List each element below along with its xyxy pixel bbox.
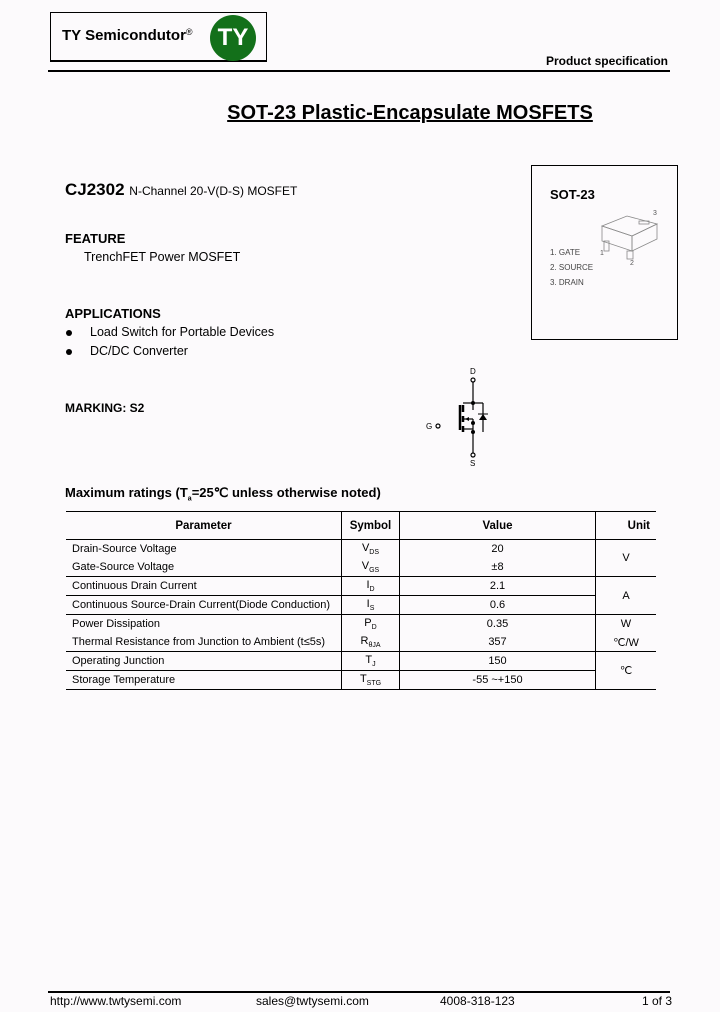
sym-sub: GS — [369, 567, 380, 575]
sym: T — [365, 653, 373, 666]
document-title: SOT-23 Plastic-Encapsulate MOSFETS — [227, 102, 593, 124]
unit: V — [596, 540, 657, 577]
column-header: Value — [400, 512, 596, 540]
sym-sub: DS — [369, 549, 380, 557]
column-header: Symbol — [342, 512, 400, 540]
table-row — [66, 577, 656, 596]
symbol — [342, 596, 400, 615]
column-header: Unit — [596, 512, 657, 540]
symbol — [342, 633, 400, 652]
registered-mark: ® — [185, 27, 193, 37]
footer-divider — [48, 991, 670, 993]
symbol — [342, 577, 400, 596]
page-number: 1 of 3 — [641, 994, 672, 1008]
param: Drain-Source Voltage — [72, 543, 177, 555]
part-heading — [65, 180, 297, 200]
table-row — [66, 652, 656, 671]
param: Gate-Source Voltage — [66, 558, 342, 577]
value: -55 ~+150 — [400, 671, 596, 690]
value: ±8 — [400, 558, 596, 577]
table-row — [66, 671, 656, 690]
footer-phone: 4008-318-123 — [440, 994, 515, 1008]
sym-sub: D — [369, 586, 375, 594]
value: 0.35 — [400, 615, 596, 634]
pin-number: 3 — [653, 210, 657, 217]
param: Continuous Drain Current — [66, 577, 342, 596]
sym-sub: D — [371, 624, 377, 632]
sym-sub: J — [372, 661, 376, 669]
footer-url[interactable]: http://www.twtysemi.com — [50, 994, 182, 1008]
product-specification: Product specification — [545, 54, 668, 68]
table-row — [66, 633, 656, 652]
table-row — [66, 558, 656, 577]
column-header: Parameter — [66, 512, 342, 540]
param: Power Dissipation — [72, 618, 161, 630]
pin-label: 2. SOURCE — [550, 263, 594, 272]
sym: T — [359, 672, 367, 685]
source-label: S — [470, 459, 476, 468]
table-header — [66, 512, 656, 540]
value: 357 — [400, 633, 596, 652]
value: 20 — [400, 540, 596, 559]
sym: R — [360, 634, 369, 647]
heading-text: Maximum ratings (T — [65, 485, 188, 500]
pin-label: 1. GATE — [550, 248, 581, 257]
gate-label: G — [426, 422, 433, 431]
symbol — [342, 558, 400, 577]
symbol — [342, 540, 400, 559]
symbol — [342, 652, 400, 671]
ty-logo: TY — [210, 15, 256, 61]
drain-label: D — [470, 367, 476, 376]
table-row — [66, 596, 656, 615]
sym-sub: θJA — [368, 642, 381, 650]
bullet-icon — [66, 330, 72, 336]
unit: W — [596, 615, 657, 634]
ratings-heading — [65, 485, 381, 503]
value: 150 — [400, 652, 596, 671]
symbol — [342, 671, 400, 690]
symbol — [342, 615, 400, 634]
sym: V — [361, 559, 370, 572]
param: Storage Temperature — [72, 674, 176, 686]
feature-heading: FEATURE — [65, 231, 126, 246]
applications-heading: APPLICATIONS — [65, 306, 161, 321]
sym: I — [366, 578, 370, 591]
application-text: Load Switch for Portable Devices — [90, 325, 275, 339]
feature-text: TrenchFET Power MOSFET — [84, 250, 241, 264]
application-item — [66, 325, 274, 339]
marking: MARKING: S2 — [65, 401, 145, 415]
unit: A — [596, 577, 657, 615]
application-text: DC/DC Converter — [90, 344, 188, 358]
package-box — [531, 165, 678, 340]
footer-email[interactable]: sales@twtysemi.com — [256, 994, 369, 1008]
ratings-table — [66, 511, 656, 690]
application-item — [66, 344, 188, 358]
unit: ℃/W — [596, 633, 657, 652]
value: 2.1 — [400, 577, 596, 596]
heading-text: =25℃ unless otherwise noted) — [191, 485, 381, 500]
param: Continuous Source-Drain Current(Diode Conduction) — [66, 596, 342, 615]
brand-name — [62, 27, 193, 44]
sym-sub: S — [369, 605, 375, 613]
pin-label: 3. DRAIN — [550, 278, 584, 287]
part-description: N-Channel 20-V(D-S) MOSFET — [129, 184, 298, 198]
table-row — [66, 540, 656, 559]
bullet-icon — [66, 349, 72, 355]
brand-text: TY Semicondutor — [62, 27, 186, 44]
table-row — [66, 615, 656, 634]
header-divider — [48, 70, 670, 72]
unit: ℃ — [596, 652, 657, 690]
param: Operating Junction — [66, 652, 342, 671]
heading-sub: a — [187, 495, 192, 503]
sot23-package-icon — [597, 211, 677, 271]
value: 0.6 — [400, 596, 596, 615]
part-number: CJ2302 — [65, 180, 125, 199]
sym: I — [366, 597, 370, 610]
pin-number: 1 — [600, 250, 604, 257]
package-name: SOT-23 — [550, 187, 595, 202]
sym: P — [364, 616, 372, 629]
pin-number: 2 — [630, 260, 634, 267]
mosfet-symbol-icon — [420, 360, 500, 470]
sym-sub: STG — [366, 680, 382, 688]
sym: V — [361, 541, 370, 554]
param: Thermal Resistance from Junction to Ambient (t≤5s) — [66, 633, 342, 652]
